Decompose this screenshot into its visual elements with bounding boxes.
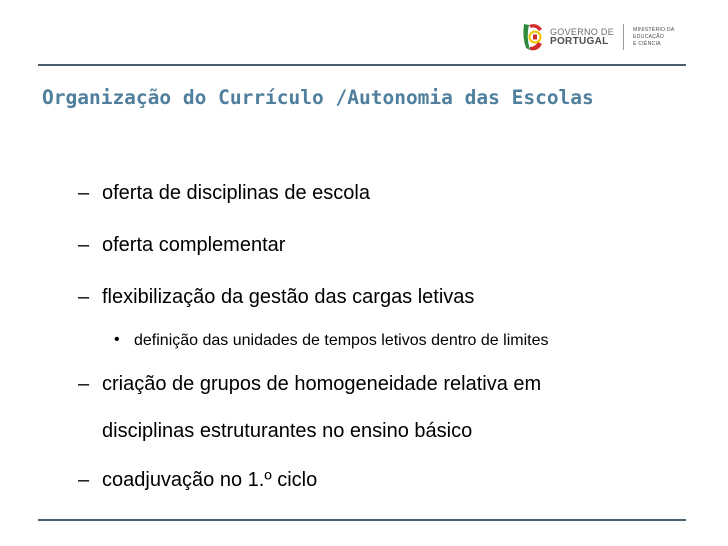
governo-de-portugal-logo [520, 20, 703, 54]
ministry-label [633, 27, 703, 48]
list-item-text: flexibilização da gestão das cargas letivas [102, 286, 475, 308]
list-item-text: oferta complementar [102, 234, 286, 256]
sub-list-item-text: definição das unidades de tempos letivos dentro de limites [134, 332, 549, 349]
list-item-text: criação de grupos de homogeneidade relativa em [102, 373, 542, 395]
logo-line2: PORTUGAL [550, 36, 609, 47]
list-item-text: oferta de disciplinas de escola [102, 182, 370, 204]
dash-marker: – [78, 234, 90, 256]
ministry-line2: E CIÊNCIA [633, 40, 661, 47]
top-divider [38, 64, 686, 66]
logo-line1: GOVERNO DE [550, 27, 615, 37]
list-item-text: coadjuvação no 1.º ciclo [102, 469, 318, 491]
dash-marker: – [78, 182, 90, 204]
dash-marker: – [78, 469, 90, 491]
list-item-text: disciplinas estruturantes no ensino básico [102, 420, 473, 442]
dash-marker: – [78, 373, 90, 395]
logo-text [550, 27, 614, 47]
bullet-marker: • [114, 331, 120, 348]
logo-divider [623, 24, 624, 50]
dash-marker: – [78, 286, 90, 308]
slide-title: Organização do Currículo /Autonomia das Escolas [42, 86, 594, 109]
ministry-line1: MINISTÉRIO DA EDUCAÇÃO [633, 26, 675, 40]
bottom-divider [38, 519, 686, 521]
portugal-emblem-icon [520, 20, 546, 54]
